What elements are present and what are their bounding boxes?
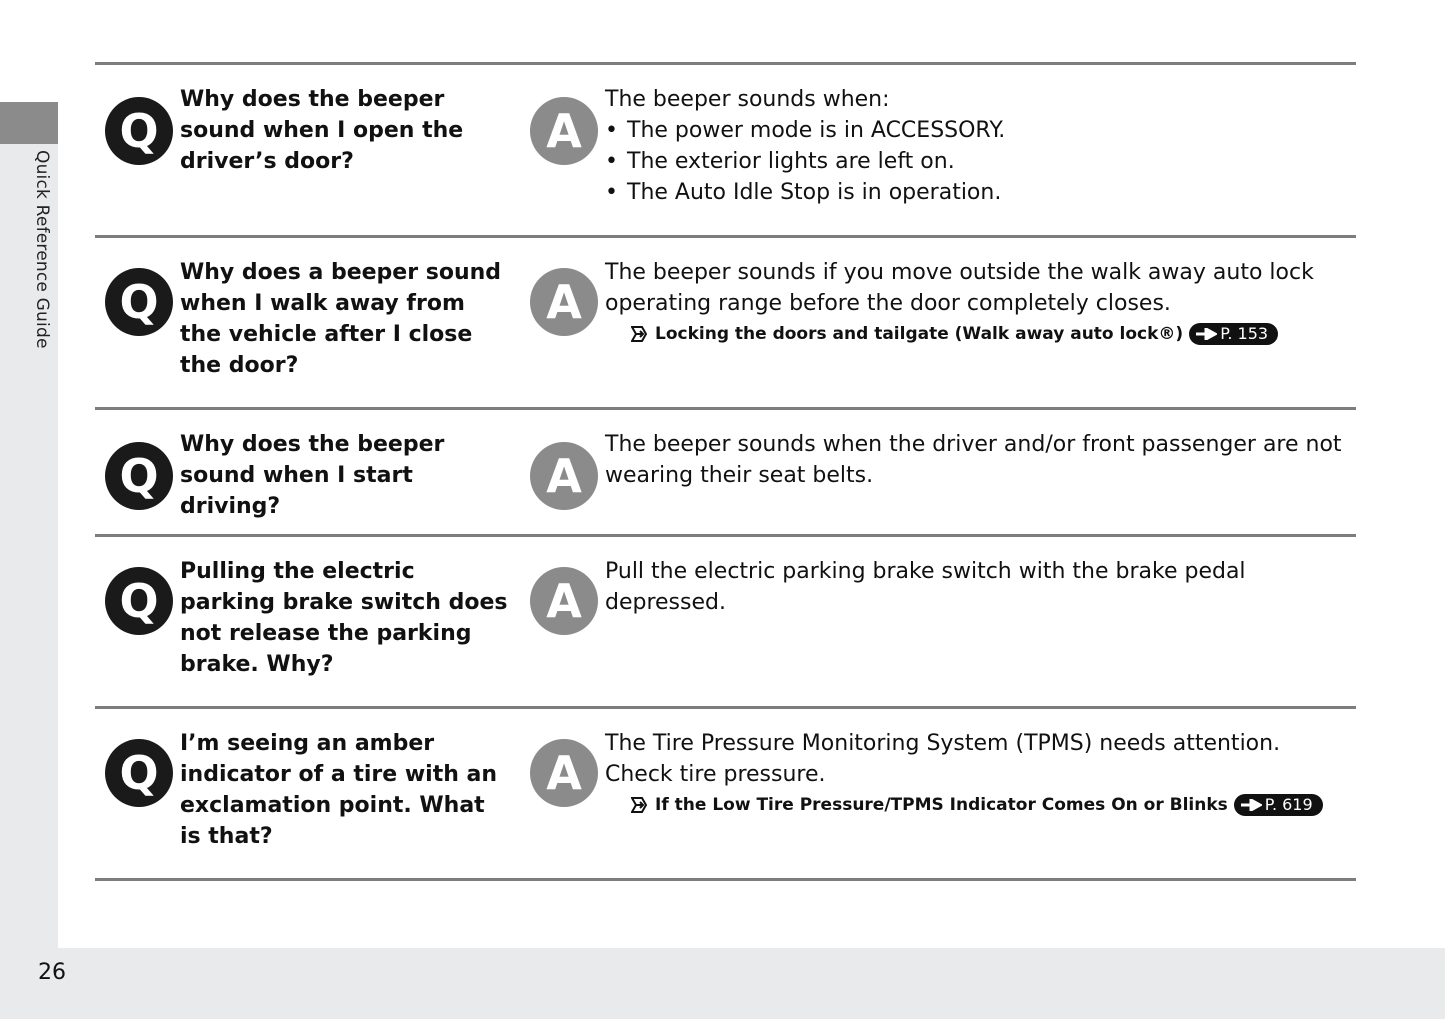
answer-text: The Tire Pressure Monitoring System (TPMS) needs attention. Check tire pressure. xyxy=(605,731,1281,787)
question-badge: Q xyxy=(105,567,173,635)
reference-arrow-icon xyxy=(631,326,647,342)
answer-bullet: • The power mode is in ACCESSORY. xyxy=(605,115,1350,146)
question-badge: Q xyxy=(105,97,173,165)
question-badge: Q xyxy=(105,442,173,510)
answer-badge: A xyxy=(530,268,598,336)
qa-list xyxy=(95,62,1356,881)
answer-text: The beeper sounds if you move outside the walk away auto lock operating range before the door completely closes. xyxy=(605,260,1314,316)
answer-block xyxy=(605,728,1350,818)
qa-row-4 xyxy=(95,537,1356,706)
reference-label: Locking the doors and tailgate (Walk away auto lock®) xyxy=(655,324,1184,344)
answer-block xyxy=(605,257,1350,347)
section-label: Quick Reference Guide xyxy=(32,150,52,349)
qa-row-2 xyxy=(95,238,1356,407)
answer-bullets xyxy=(605,115,1350,208)
answer-block xyxy=(605,429,1350,491)
question-text: Why does a beeper sound when I walk away from the vehicle after I close the door? xyxy=(180,260,502,378)
answer-badge: A xyxy=(530,442,598,510)
right-arrow-icon xyxy=(1195,328,1217,340)
answer-text: Pull the electric parking brake switch with the brake pedal depressed. xyxy=(605,559,1246,615)
qa-row-1 xyxy=(95,65,1356,235)
answer-bullet: • The Auto Idle Stop is in operation. xyxy=(605,177,1350,208)
footer-band xyxy=(0,948,1445,1019)
question-text: Why does the beeper sound when I start driving? xyxy=(180,432,445,519)
section-tab-marker xyxy=(0,102,58,144)
answer-block xyxy=(605,556,1350,618)
answer-text: The beeper sounds when: xyxy=(605,87,890,112)
right-arrow-icon xyxy=(1240,799,1262,811)
answer-text: The beeper sounds when the driver and/or front passenger are not wearing their seat belts. xyxy=(605,432,1342,488)
divider xyxy=(95,878,1356,881)
answer-badge: A xyxy=(530,739,598,807)
question-text: Pulling the electric parking brake switch does not release the parking brake. Why? xyxy=(180,559,508,677)
answer-bullet: • The exterior lights are left on. xyxy=(605,146,1350,177)
cross-reference-link[interactable] xyxy=(605,321,1350,347)
qa-row-3 xyxy=(95,410,1356,534)
question-badge: Q xyxy=(105,739,173,807)
question-badge: Q xyxy=(105,268,173,336)
reference-label: If the Low Tire Pressure/TPMS Indicator Comes On or Blinks xyxy=(655,795,1228,815)
question-text: I’m seeing an amber indicator of a tire with an exclamation point. What is that? xyxy=(180,731,498,849)
page-reference-badge[interactable] xyxy=(1189,323,1278,345)
question-text: Why does the beeper sound when I open the driver’s door? xyxy=(180,87,464,174)
page-reference-text: P. 619 xyxy=(1264,795,1313,814)
answer-badge: A xyxy=(530,567,598,635)
reference-arrow-icon xyxy=(631,797,647,813)
cross-reference-link[interactable] xyxy=(605,792,1350,818)
answer-block xyxy=(605,84,1350,208)
answer-badge: A xyxy=(530,97,598,165)
qa-row-5 xyxy=(95,709,1356,878)
page-reference-badge[interactable] xyxy=(1234,794,1323,816)
page-reference-text: P. 153 xyxy=(1220,324,1269,343)
page-number: 26 xyxy=(38,960,66,985)
